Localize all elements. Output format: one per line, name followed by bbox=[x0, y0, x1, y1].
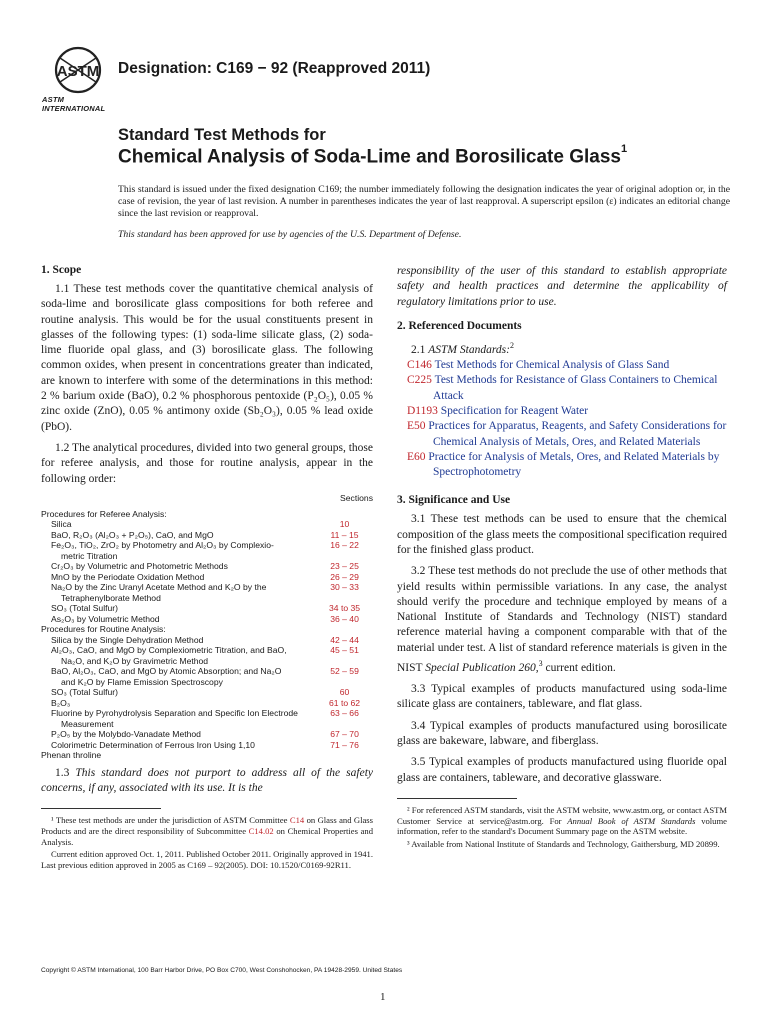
scope-heading: 1. Scope bbox=[41, 264, 82, 276]
logo-caption: ASTM INTERNATIONAL bbox=[42, 95, 106, 113]
procedure-label: Cr₂O₃ by Volumetric and Photometric Methods bbox=[51, 561, 228, 572]
procedure-row bbox=[41, 614, 373, 625]
p32-mark: 3 bbox=[538, 659, 543, 669]
title-line-2 bbox=[118, 143, 628, 168]
para-1-3-lead: 1.3 bbox=[55, 766, 76, 779]
procedure-row bbox=[41, 677, 373, 688]
reference-item[interactable] bbox=[407, 450, 727, 481]
para-3-4: 3.4 Typical examples of products manufactured using borosilicate glass are bakeware, labware, and fiberglass. bbox=[397, 719, 727, 748]
procedure-section[interactable]: 71 – 76 bbox=[330, 739, 359, 750]
procedure-label: metric Titration bbox=[61, 550, 118, 561]
procedure-section bbox=[318, 656, 373, 667]
procedure-row bbox=[41, 708, 373, 719]
reference-code[interactable]: C225 bbox=[407, 374, 432, 387]
procedure-section[interactable]: 45 – 51 bbox=[330, 645, 359, 656]
procedure-label: As₂O₃ by Volumetric Method bbox=[51, 613, 160, 624]
procedure-label: SO₃ (Total Sulfur) bbox=[51, 687, 119, 698]
footnotes-left bbox=[41, 808, 373, 870]
procedure-label: Phenan throline bbox=[41, 750, 102, 761]
procedure-row bbox=[41, 603, 373, 614]
fn1-b: on Glass and Glass Products and are the direct responsibility of Subcommittee bbox=[41, 815, 373, 837]
para-1-1: 1.1 These test methods cover the quantitative chemical analysis of soda-lime and borosilicate glass compositions for both referee and routine analysis. This would be for the usual constituents present in glasses of the following types: (1) soda-lime silicate glass, (2) soda-lime fluoride opal glass, and (3) borosilicate glass. The following common oxides, when present in concentrations greater than indicated, are known to interfere with some of the determinations in this method: 2 % barium oxide (BaO), 0.2 % phosphorous pentoxide (P₂O₅), 0.05 % zinc oxide (ZnO), 0.05 % antimony oxide (Sb₂O₃), 0.05 % lead oxide (PbO). bbox=[41, 283, 373, 433]
procedure-label: MnO by the Periodate Oxidation Method bbox=[51, 571, 205, 582]
procedure-section[interactable]: 16 – 22 bbox=[330, 540, 359, 551]
title-line-1: Standard Test Methods for bbox=[118, 126, 326, 144]
procedure-section[interactable]: 42 – 44 bbox=[330, 634, 359, 645]
procedure-section bbox=[318, 593, 373, 604]
astm-logo bbox=[42, 44, 110, 113]
reference-title[interactable]: Practices for Apparatus, Reagents, and Safety Considerations for Chemical Analysis of Metals, Ores, and Related Materials bbox=[428, 420, 727, 448]
sub-mark: 2 bbox=[509, 340, 514, 350]
procedure-label: SO₃ (Total Sulfur) bbox=[51, 603, 119, 614]
procedure-row bbox=[41, 519, 373, 530]
sub-italic: ASTM Standards: bbox=[428, 343, 510, 356]
svg-text:ASTM: ASTM bbox=[56, 63, 100, 80]
reference-code[interactable]: E50 bbox=[407, 420, 426, 433]
p32-italic: Special Publication 260, bbox=[425, 661, 539, 674]
procedure-row bbox=[41, 729, 373, 740]
procedure-row bbox=[41, 750, 373, 761]
procedure-label: Fe₂O₃, TiO₂, ZrO₂ by Photometry and Al₂O₃ by Complexio- bbox=[51, 540, 274, 551]
significance-heading: 3. Significance and Use bbox=[397, 494, 511, 507]
issued-notice: This standard is issued under the fixed designation C169; the number immediately following the designation indicates the year of original adoption or, in the case of revision, the year of last revision. A number in parentheses indicates the year of last reapproval. A superscript epsilon (ε) indicates an editorial change since the last revision or reapproval. bbox=[118, 184, 730, 219]
reference-code[interactable]: D1193 bbox=[407, 404, 438, 417]
procedure-section bbox=[318, 551, 373, 562]
procedure-row bbox=[41, 540, 373, 551]
procedure-label: Al₂O₃, CaO, and MgO by Complexiometric Titration, and BaO, bbox=[51, 645, 287, 656]
footnote-1-edition: Current edition approved Oct. 1, 2011. Published October 2011. Originally approved in 1941. Last previous edition approved in 2005 as C169 – 92(2005). DOI: 10.1520/C0169-92R11. bbox=[41, 849, 373, 870]
procedure-label: BaO, Al₂O₃, CaO, and MgO by Atomic Absorption; and Na₂O bbox=[51, 666, 282, 677]
procedure-label: B₂O₃ bbox=[51, 697, 71, 708]
para-1-3-italic: This standard does not purport to address all of the safety concerns, if any, associated with its use. It is the bbox=[41, 766, 373, 795]
procedure-section[interactable]: 52 – 59 bbox=[330, 666, 359, 677]
reference-item[interactable] bbox=[407, 358, 727, 373]
procedure-section[interactable]: 60 bbox=[339, 687, 350, 698]
reference-item[interactable] bbox=[407, 404, 727, 419]
para-1-2: 1.2 The analytical procedures, divided into two general groups, those for referee analysis, and those for routine analysis, appear in the following order: bbox=[41, 441, 373, 485]
sections-header: Sections bbox=[340, 492, 373, 503]
p32-b: current edition. bbox=[542, 661, 616, 674]
procedure-label: Na₂O, and K₂O by Gravimetric Method bbox=[61, 655, 209, 666]
procedure-label: Fluorine by Pyrohydrolysis Separation and Specific Ion Electrode bbox=[51, 708, 298, 719]
reference-item[interactable] bbox=[407, 373, 727, 404]
procedure-section[interactable]: 63 – 66 bbox=[330, 708, 359, 719]
procedure-row bbox=[41, 561, 373, 572]
procedure-row bbox=[41, 740, 373, 751]
fn2-b: volume information, refer to the standard's Document Summary page on the ASTM website. bbox=[397, 815, 727, 837]
procedure-section[interactable]: 26 – 29 bbox=[330, 571, 359, 582]
procedure-section bbox=[315, 750, 373, 761]
footnote-3: ³ Available from National Institute of Standards and Technology, Gaithersburg, MD 20899. bbox=[407, 838, 720, 849]
procedure-label: Na₂O by the Zinc Uranyl Acetate Method and K₂O by the bbox=[51, 582, 267, 593]
procedure-label: Procedures for Referee Analysis: bbox=[41, 508, 167, 519]
para-1-3-cont-text: responsibility of the user of this standard to establish appropriate safety and health practices and determine the applicability of regulatory limitations prior to use. bbox=[397, 265, 727, 308]
procedure-row bbox=[41, 530, 373, 541]
procedure-row bbox=[41, 719, 373, 730]
procedure-row bbox=[41, 582, 373, 593]
approved-notice: This standard has been approved for use by agencies of the U.S. Department of Defense. bbox=[118, 229, 462, 240]
footnote-1 bbox=[41, 815, 373, 847]
procedure-section[interactable]: 10 bbox=[339, 519, 350, 530]
footnote-2 bbox=[397, 805, 727, 837]
para-3-5: 3.5 Typical examples of products manufactured using fluoride opal glass are containers, tableware, and decorative glassware. bbox=[397, 756, 727, 784]
reference-title[interactable]: Test Methods for Chemical Analysis of Glass Sand bbox=[434, 359, 670, 372]
procedures-table bbox=[41, 509, 373, 761]
procedure-section[interactable]: 67 – 70 bbox=[330, 729, 359, 740]
procedure-row bbox=[41, 656, 373, 667]
footnote-rule bbox=[41, 808, 161, 809]
procedure-row bbox=[41, 635, 373, 646]
procedure-section[interactable]: 36 – 40 bbox=[330, 613, 359, 624]
procedure-label: Measurement bbox=[61, 718, 114, 729]
procedure-row bbox=[41, 572, 373, 583]
procedure-section[interactable]: 34 to 35 bbox=[329, 603, 361, 614]
para-3-3: 3.3 Typical examples of products manufactured using soda-lime silicate glass are containers, tableware, and flat glass. bbox=[397, 683, 727, 711]
procedure-row bbox=[41, 666, 373, 677]
fn1-c: on Chemical Properties and Analysis. bbox=[41, 826, 373, 847]
reference-item[interactable] bbox=[407, 419, 727, 450]
reference-code[interactable]: C146 bbox=[407, 359, 432, 372]
procedure-section[interactable]: 30 – 33 bbox=[330, 582, 359, 593]
procedure-row bbox=[41, 509, 373, 520]
p32-a: 3.2 These test methods do not preclude the use of other methods that yield results within permissible variations. In any case, the analyst should verify the procedure and technique employed by means of a National Institute of Standards and Technology (NIST) standard reference material having a component comparable with that of the material under test. A list of standard reference materials is given in the NIST bbox=[397, 565, 727, 674]
astm-standards-sub bbox=[397, 338, 727, 358]
fn2-a: ² For referenced ASTM standards, visit the ASTM website, www.astm.org, or contact ASTM Customer Service at service@astm.org. For bbox=[397, 804, 727, 826]
reference-title[interactable]: Practice for Analysis of Metals, Ores, and Related Materials by Spectrophotometry bbox=[428, 450, 720, 479]
procedure-row bbox=[41, 624, 373, 635]
right-column bbox=[397, 264, 727, 851]
procedure-section[interactable]: 61 to 62 bbox=[329, 697, 361, 708]
procedure-section[interactable]: 23 – 25 bbox=[330, 561, 359, 572]
procedure-row bbox=[41, 551, 373, 562]
link-c1402[interactable]: C14.02 bbox=[248, 826, 274, 837]
procedure-label: and K₂O by Flame Emission Spectroscopy bbox=[61, 676, 223, 687]
fn1-a: ¹ These test methods are under the jurisdiction of ASTM Committee bbox=[51, 815, 290, 826]
procedure-section bbox=[315, 509, 373, 520]
procedure-section[interactable]: 11 – 15 bbox=[330, 529, 359, 540]
procedure-label: Silica by the Single Dehydration Method bbox=[51, 634, 204, 645]
procedure-label: Colorimetric Determination of Ferrous Iron Using 1,10 bbox=[51, 739, 255, 750]
procedure-row bbox=[41, 593, 373, 604]
footnote-rule-right bbox=[397, 798, 517, 799]
title-footnote-mark: 1 bbox=[620, 143, 628, 155]
designation: Designation: C169 − 92 (Reapproved 2011) bbox=[118, 60, 431, 77]
reference-code[interactable]: E60 bbox=[407, 450, 426, 463]
procedure-row bbox=[41, 645, 373, 656]
referenced-heading: 2. Referenced Documents bbox=[397, 319, 522, 332]
title-text: Chemical Analysis of Soda-Lime and Borosilicate Glass bbox=[118, 146, 621, 168]
copyright-line: Copyright © ASTM International, 100 Barr Harbor Drive, PO Box C700, West Conshohocken, PA 19428-2959. United States bbox=[41, 967, 403, 974]
procedure-label: Silica bbox=[51, 519, 72, 530]
reference-title[interactable]: Test Methods for Resistance of Glass Containers to Chemical Attack bbox=[433, 374, 718, 402]
fn2-italic: Annual Book of ASTM Standards bbox=[567, 815, 696, 826]
reference-title[interactable]: Specification for Reagent Water bbox=[440, 404, 589, 417]
para-3-1: 3.1 These test methods can be used to ensure that the chemical composition of the glass meets the compositional specification required for the finished glass product. bbox=[397, 513, 727, 556]
procedure-label: Procedures for Routine Analysis: bbox=[41, 624, 166, 635]
footnotes-right bbox=[397, 798, 727, 849]
procedure-section bbox=[318, 677, 373, 688]
para-1-3-continued bbox=[397, 264, 727, 310]
page-number: 1 bbox=[380, 991, 386, 1003]
left-column bbox=[41, 264, 373, 872]
procedure-section bbox=[315, 624, 373, 635]
procedure-row bbox=[41, 698, 373, 709]
procedure-label: BaO, R₂O₃ (Al₂O₃ + P₂O₅), CaO, and MgO bbox=[51, 529, 214, 540]
reference-list bbox=[397, 358, 727, 480]
para-1-3 bbox=[41, 766, 373, 797]
procedure-row bbox=[41, 687, 373, 698]
para-3-2 bbox=[397, 564, 727, 676]
link-c14[interactable]: C14 bbox=[289, 815, 305, 826]
sub-num: 2.1 bbox=[411, 343, 429, 356]
procedure-label: P₂O₅ by the Molybdo-Vanadate Method bbox=[51, 729, 201, 740]
procedure-section bbox=[318, 719, 373, 730]
procedure-label: Tetraphenylborate Method bbox=[61, 592, 161, 603]
